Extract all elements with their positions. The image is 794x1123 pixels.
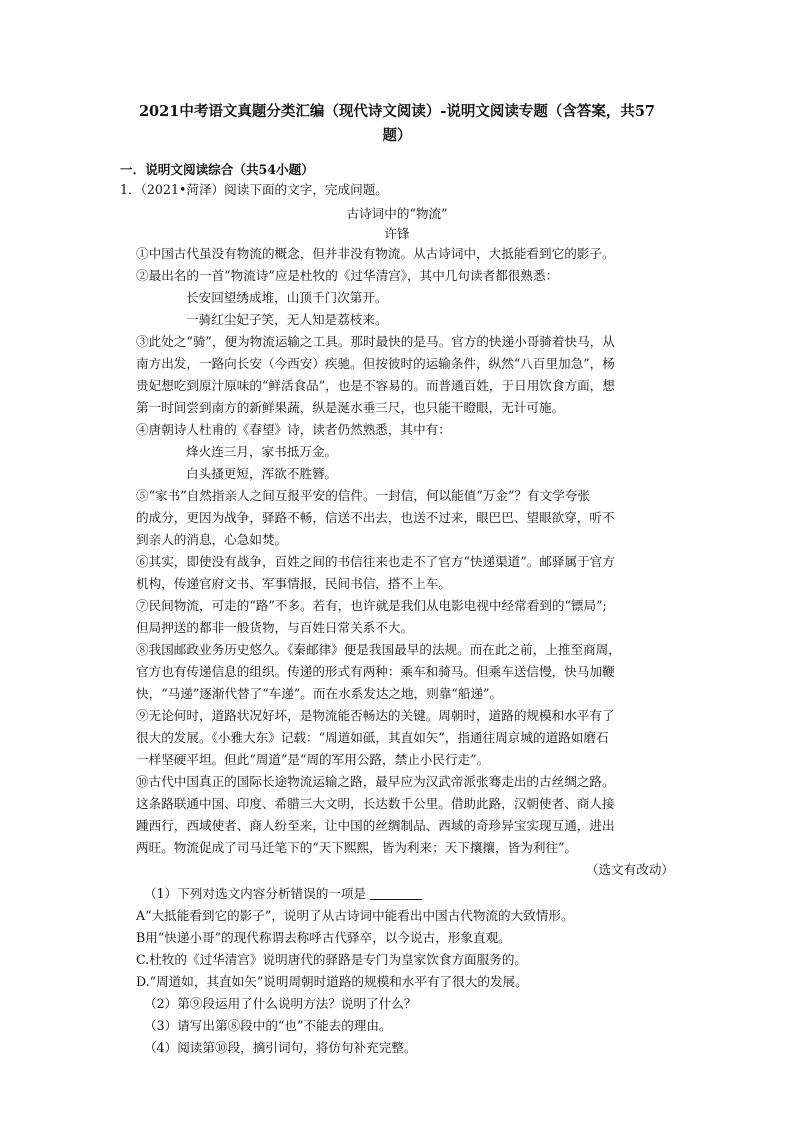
paragraph-line: 的成分，更因为战争，驿路不畅，信送不出去，也送不过来，眼巴巴、望眼欲穿，听不 <box>136 510 615 525</box>
paragraph-line: ⑧我国邮政业务历史悠久。《秦邮律》便是我国最早的法规。而在此之前，上推至商周， <box>136 642 621 657</box>
answer-blank[interactable] <box>370 885 422 900</box>
title-line-1: 2021中考语文真题分类汇编（现代诗文阅读）-说明文阅读专题（含答案，共57 <box>138 103 656 120</box>
paragraph-line: 到亲人的消息，心急如焚。 <box>136 532 288 547</box>
question-option-c: C.杜牧的《过华清宫》说明唐代的驿路是专门为皇家饮食方面服务的。 <box>136 952 528 967</box>
section-heading: 一．说明文阅读综合（共54小题） <box>120 162 314 177</box>
paragraph-line: 两旺。物流促成了司马迁笔下的“天下熙熙，皆为利来；天下攘攘，皆为利往”。 <box>136 840 578 855</box>
paragraph-line: 一样坚硬平坦。但此“周道”是“周的军用公路，禁止小民行走”。 <box>136 752 490 767</box>
title-line-2: 题） <box>382 127 412 144</box>
question-option-a: A“大抵能看到它的影子”，说明了从古诗词中能看出中国古代物流的大致情形。 <box>136 908 574 923</box>
paragraph-line: ⑤“家书”自然指亲人之间互报平安的信件。一封信，何以能值“万金”？有文学夸张 <box>136 488 590 503</box>
poem-line: 长安回望绣成堆，山顶千门次第开。 <box>186 290 388 305</box>
paragraph-line: 很大的发展。《小雅大东》记载：“周道如砥，其直如矢”，指通往周京城的道路如磨石 <box>136 730 609 745</box>
paragraph-line: ⑦民间物流，可走的“路”不多。若有，也许就是我们从电影电视中经常看到的“镖局”; <box>136 598 607 613</box>
paragraph-line: 但局押送的都非一般货物，与百姓日常关系不大。 <box>136 620 414 635</box>
paragraph-line: ④唐朝诗人杜甫的《春望》诗，读者仍然熟悉，其中有： <box>136 422 451 437</box>
question-1 <box>144 884 422 904</box>
paragraph-line: 官方也有传递信息的组织。传递的形式有两种：乘车和骑马。但乘车送信慢，快马加鞭 <box>136 664 615 679</box>
paragraph-line: ①中国古代虽没有物流的概念，但并非没有物流。从古诗词中，大抵能看到它的影子。 <box>136 246 615 261</box>
question-option-d: D.“周道如，其直如矢”说明周朝时道路的规模和水平有了很大的发展。 <box>136 974 528 989</box>
poem-line: 一骑红尘妃子笑，无人知是荔枝来。 <box>186 312 388 327</box>
article-title: 古诗词中的“物流” <box>346 206 448 221</box>
paragraph-line: ⑨无论何时，道路状况好坏，是物流能否畅达的关键。周朝时，道路的规模和水平有了 <box>136 708 615 723</box>
question-option-b: B用“快递小哥”的现代称谓去称呼古代驿卒，以今说古，形象直观。 <box>136 930 511 945</box>
question-1-text: （1）下列对选文内容分析错误的一项是 <box>144 886 367 901</box>
paragraph-line: 快，“马递”逐渐代替了“车递”。而在水系发达之地，则靠“船递”。 <box>136 686 503 701</box>
poem-line: 烽火连三月，家书抵万金。 <box>186 444 338 459</box>
question-4: （4）阅读第⑩段，摘引词句，将仿句补充完整。 <box>144 1040 417 1055</box>
paragraph-line: 南方出发，一路向长安（今西安）疾驰。但按彼时的运输条件，纵然“八百里加急”，杨 <box>136 356 615 371</box>
question-2: （2）第⑨段运用了什么说明方法？说明了什么？ <box>144 996 417 1011</box>
source-note: （选文有改动） <box>585 862 674 877</box>
paragraph-line: 贵妃想吃到原汁原味的“鲜活食品”，也是不容易的。而普通百姓，于日用饮食方面，想 <box>136 378 615 393</box>
paragraph-line: 第一时间尝到南方的新鲜果蔬，纵是涎水垂三尺，也只能干瞪眼，无计可施。 <box>136 400 565 415</box>
paragraph-line: ⑩古代中国真正的国际长途物流运输之路，最早应为汉武帝派张骞走出的古丝绸之路。 <box>136 774 615 789</box>
document-title <box>100 100 694 148</box>
paragraph-line: 这条路联通中国、印度、希腊三大文明，长达数千公里。借助此路，汉朝使者、商人接 <box>136 796 615 811</box>
paragraph-line: 踵西行，西域使者、商人纷至来，让中国的丝绸制品、西域的奇珍异宝实现互通，进出 <box>136 818 615 833</box>
question-3: （3）请写出第⑧段中的“也”不能去的理由。 <box>144 1018 392 1033</box>
paragraph-line: ⑥其实，即使没有战争，百姓之间的书信往来也走不了官方“快递渠道”。邮驿属于官方 <box>136 554 615 569</box>
article-author: 许锋 <box>384 226 410 241</box>
poem-line: 白头搔更短，浑欲不胜簪。 <box>186 466 338 481</box>
paragraph-line: ②最出名的一首“物流诗”应是杜牧的《过华清宫》，其中几句读者都很熟悉： <box>136 268 559 283</box>
question-intro: 1．（2021•菏泽）阅读下面的文字，完成问题。 <box>120 182 388 197</box>
paragraph-line: ③此处之“骑”，便为物流运输之工具。那时最快的是马。官方的快递小哥骑着快马，从 <box>136 334 615 349</box>
paragraph-line: 机构，传递官府文书、军事情报，民间书信，搭不上车。 <box>136 576 451 591</box>
